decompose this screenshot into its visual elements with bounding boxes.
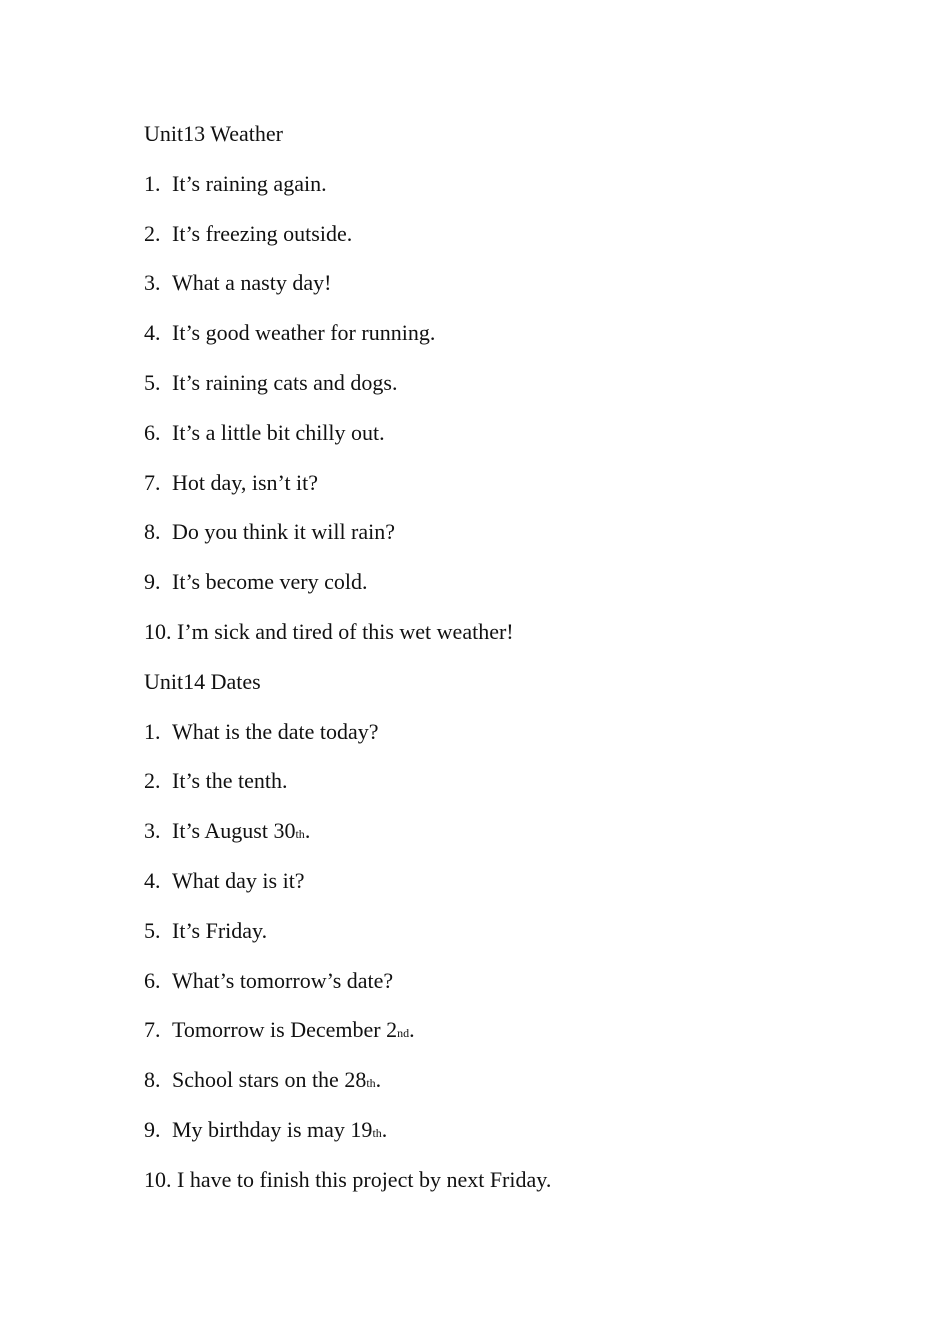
item-tail: . — [409, 1017, 415, 1043]
item-tail: . — [375, 1067, 382, 1093]
list-item — [144, 167, 904, 217]
item-number: 8. — [144, 1067, 161, 1093]
item-number: 4. — [144, 320, 161, 346]
item-text: It’s raining again. — [172, 170, 327, 196]
item-text: Tomorrow is December 2 — [172, 1017, 398, 1043]
list-item — [144, 266, 904, 316]
item-number: 7. — [144, 469, 161, 495]
item-text: My birthday is may 19 — [172, 1116, 373, 1142]
list-item — [144, 1113, 904, 1163]
item-number: 2. — [144, 220, 161, 246]
item-number: 2. — [144, 768, 161, 794]
item-number: 5. — [144, 369, 161, 395]
item-text: It’s Friday. — [172, 917, 268, 943]
item-number: 4. — [144, 867, 161, 893]
ordinal-suffix: nd — [397, 1026, 410, 1041]
list-item — [144, 764, 904, 814]
list-item — [144, 964, 904, 1014]
item-number: 6. — [144, 967, 161, 993]
list-item — [144, 416, 904, 466]
list-item — [144, 515, 904, 565]
item-text: I’m sick and tired of this wet weather! — [177, 618, 514, 644]
item-tail: . — [381, 1116, 388, 1142]
list-item — [144, 565, 904, 615]
list-item — [144, 715, 904, 765]
ordinal-suffix: th — [372, 1125, 382, 1140]
list-item — [144, 366, 904, 416]
item-number: 10. — [144, 618, 172, 644]
section-heading-unit14: Unit14 Dates — [144, 668, 261, 694]
item-text: Do you think it will rain? — [172, 519, 396, 545]
list-item — [144, 814, 904, 864]
item-text: What day is it? — [172, 867, 305, 893]
item-tail: . — [304, 818, 311, 844]
item-text: It’s become very cold. — [172, 569, 368, 595]
list-item — [144, 615, 904, 665]
item-number: 5. — [144, 917, 161, 943]
list-item — [144, 864, 904, 914]
item-number: 6. — [144, 419, 161, 445]
list-item — [144, 1163, 904, 1213]
item-number: 1. — [144, 170, 161, 196]
section-heading-unit13: Unit13 Weather — [144, 121, 283, 146]
ordinal-suffix: th — [295, 827, 305, 842]
item-text: What a nasty day! — [172, 270, 332, 296]
item-text: Hot day, isn’t it? — [172, 469, 319, 495]
item-number: 10. — [144, 1166, 172, 1192]
ordinal-suffix: th — [366, 1076, 376, 1091]
list-item — [144, 316, 904, 366]
item-text: School stars on the 28 — [172, 1067, 367, 1093]
list-item — [144, 217, 904, 267]
item-number: 9. — [144, 1116, 161, 1142]
item-text: It’s freezing outside. — [172, 220, 353, 246]
item-text: It’s a little bit chilly out. — [172, 419, 385, 445]
item-number: 3. — [144, 818, 161, 844]
document-page — [144, 117, 904, 1213]
list-item — [144, 914, 904, 964]
item-number: 3. — [144, 270, 161, 296]
item-text: What is the date today? — [172, 718, 379, 744]
list-item — [144, 1063, 904, 1113]
list-item — [144, 466, 904, 516]
list-item — [144, 1013, 904, 1063]
item-text: What’s tomorrow’s date? — [172, 967, 394, 993]
item-text: It’s August 30 — [172, 818, 296, 844]
item-text: It’s raining cats and dogs. — [172, 369, 398, 395]
item-number: 8. — [144, 519, 161, 545]
item-number: 9. — [144, 569, 161, 595]
item-text: It’s the tenth. — [172, 768, 288, 794]
item-number: 1. — [144, 718, 161, 744]
item-text: I have to finish this project by next Friday. — [177, 1166, 552, 1192]
item-number: 7. — [144, 1017, 161, 1043]
item-text: It’s good weather for running. — [172, 320, 436, 346]
